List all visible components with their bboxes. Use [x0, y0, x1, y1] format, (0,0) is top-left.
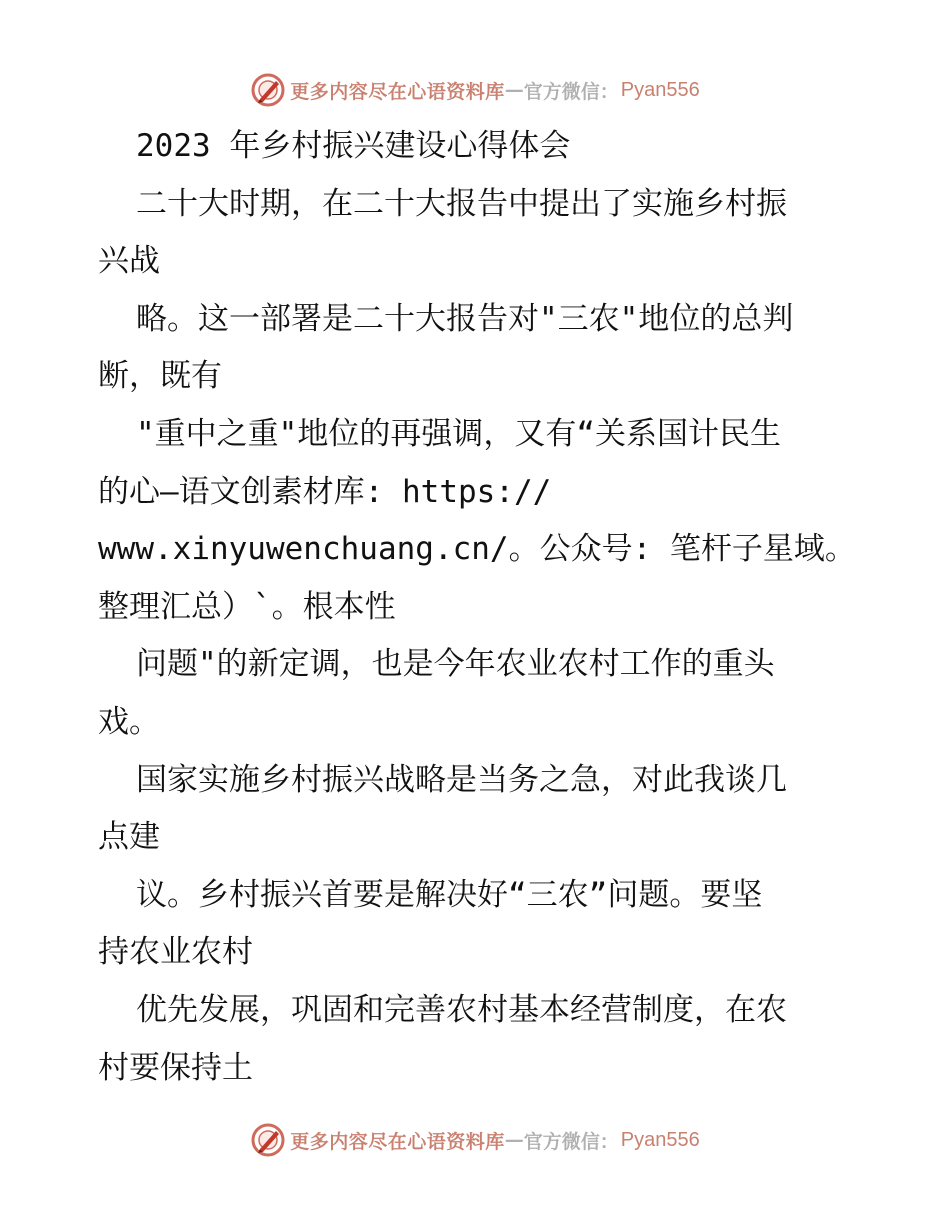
banner-brand-text: 更多内容尽在心语资料库: [290, 1130, 505, 1153]
text-line: 略。这一部署是二十大报告对"三农"地位的总判: [136, 300, 794, 337]
text-line: 戏。: [98, 703, 160, 740]
text-line: 整理汇总）`。根本性: [98, 588, 396, 625]
document-title: 2023 年乡村振兴建设心得体会: [136, 128, 571, 164]
text-line: 的心—语文创素材库: https://: [98, 473, 552, 510]
banner-wechat-id: Pyan556: [620, 1128, 700, 1151]
footer-banner: [0, 1120, 950, 1160]
header-banner: [0, 70, 950, 110]
text-line: 二十大时期，在二十大报告中提出了实施乡村振: [136, 185, 787, 222]
text-line: 点建: [98, 819, 160, 856]
banner-brand-text: 更多内容尽在心语资料库: [290, 80, 505, 103]
text-line: 优先发展，巩固和完善农村基本经营制度，在农: [136, 991, 787, 1028]
text-line: 国家实施乡村振兴战略是当务之急，对此我谈几: [136, 761, 787, 798]
banner-wechat-label: 官方微信：: [523, 1130, 619, 1153]
banner-dash: —: [504, 79, 524, 101]
text-line: 问题"的新定调，也是今年农业农村工作的重头: [136, 646, 775, 683]
text-line: 议。乡村振兴首要是解决好“三农”问题。要坚: [136, 876, 763, 913]
text-line: 兴战: [98, 243, 160, 280]
banner-dash: —: [504, 1129, 524, 1151]
pen-logo-icon: [250, 1122, 286, 1158]
pen-logo-icon: [250, 72, 286, 108]
banner-wechat-id: Pyan556: [620, 78, 700, 101]
text-line: 持农业农村: [98, 934, 253, 971]
text-line: "重中之重"地位的再强调，又有“关系国计民生: [136, 415, 781, 452]
text-line: www.xinyuwenchuang.cn/。公众号: 笔杆子星域。: [98, 531, 856, 568]
banner-wechat-label: 官方微信：: [523, 80, 619, 103]
text-line: 断，既有: [98, 358, 222, 395]
document-body: [98, 118, 858, 1097]
text-line: 村要保持土: [98, 1049, 253, 1086]
